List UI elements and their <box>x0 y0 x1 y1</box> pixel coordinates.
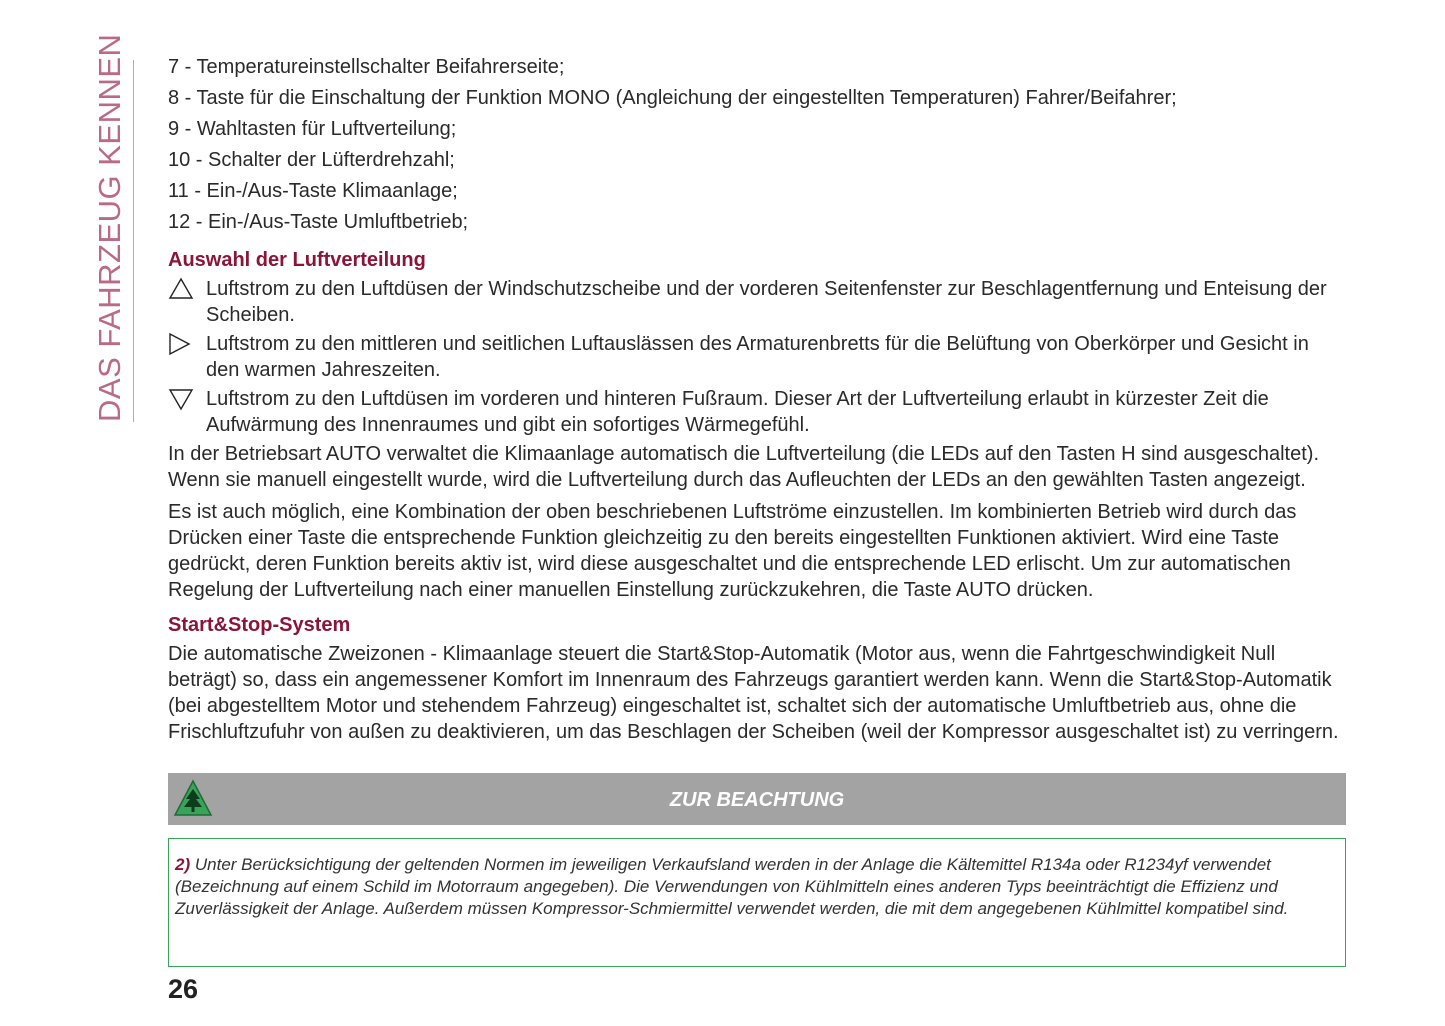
triangle-down-icon <box>168 386 194 412</box>
distribution-item-dashboard <box>168 331 1346 383</box>
side-tab-divider <box>133 60 134 422</box>
side-tab <box>90 33 130 422</box>
legend-item: 11 - Ein-/Aus-Taste Klimaanlage; <box>168 180 458 202</box>
start-stop-heading: Start&Stop-System <box>168 614 351 636</box>
legend-item: 8 - Taste für die Einschaltung der Funktion MONO (Angleichung der eingestellten Temperaturen) Fahrer/Beifahrer; <box>168 87 1177 109</box>
legend-item: 12 - Ein-/Aus-Taste Umluftbetrieb; <box>168 211 469 233</box>
legend-list <box>168 52 1346 238</box>
distribution-item-text: Luftstrom zu den Luftdüsen der Windschutzscheibe und der vorderen Seitenfenster zur Beschlagentfernung und Enteisung der Scheiben. <box>206 278 1327 326</box>
notice-title: ZUR BEACHTUNG <box>669 789 845 811</box>
legend-item: 10 - Schalter der Lüfterdrehzahl; <box>168 149 455 171</box>
legend-item: 9 - Wahltasten für Luftverteilung; <box>168 118 457 140</box>
legend-item: 7 - Temperatureinstellschalter Beifahrerseite; <box>168 56 565 78</box>
distribution-item-text: Luftstrom zu den Luftdüsen im vorderen und hinteren Fußraum. Dieser Art der Luftverteilung erlaubt in kürzester Zeit die Aufwärmung des Innenraumes und gibt ein sofortiges Wärmegefühl. <box>206 388 1269 436</box>
notice-header <box>168 773 1346 825</box>
notice-box <box>168 838 1346 967</box>
side-tab-label: DAS FAHRZEUG KENNEN <box>92 33 127 422</box>
start-stop-paragraph: Die automatische Zweizonen - Klimaanlage steuert die Start&Stop-Automatik (Motor aus, wenn die Fahrtgeschwindigkeit Null beträgt) so, dass ein angemessener Komfort im Innenraum des Fahrzeugs garantiert werden kann. Wenn die Start&Stop-Automatik (bei abgestelltem Motor und stehendem Fahrzeug) eingeschaltet ist, schaltet sich der automatische Umluftbetrieb aus, ohne die Frischluftzufuhr von außen zu deaktivieren, um das Beschlagen der Scheiben (weil der Kompressor ausgeschaltet ist) zu verringern. <box>168 643 1339 743</box>
triangle-right-icon <box>168 331 194 357</box>
distribution-item-text: Luftstrom zu den mittleren und seitlichen Luftauslässen des Armaturenbretts für die Belüftung von Oberkörper und Gesicht in den warmen Jahreszeiten. <box>206 333 1309 381</box>
notice-number: 2) <box>175 855 191 874</box>
air-distribution-heading: Auswahl der Luftverteilung <box>168 249 426 271</box>
combination-paragraph: Es ist auch möglich, eine Kombination der oben beschriebenen Luftströme einzustellen. Im kombinierten Betrieb wird durch das Drücken einer Taste die entsprechende Funktion gleichzeitig zu den bereits eingestellten Funktionen aktiviert. Wird eine Taste gedrückt, deren Funktion bereits aktiv ist, wird diese ausgeschaltet und die entsprechende LED erlischt. Um zur automatischen Regelung der Luftverteilung nach einer manuellen Einstellung zurückzukehren, die Taste AUTO drücken. <box>168 501 1297 601</box>
distribution-item-footwell <box>168 386 1346 438</box>
auto-mode-paragraph: In der Betriebsart AUTO verwaltet die Klimaanlage automatisch die Luftverteilung (die LEDs auf den Tasten H sind ausgeschaltet). Wenn sie manuell eingestellt wurde, wird die Luftverteilung durch das Aufleuchten der LEDs an den gewählten Tasten angezeigt. <box>168 443 1319 491</box>
distribution-item-windshield <box>168 276 1346 328</box>
triangle-up-icon <box>168 276 194 302</box>
page-content <box>168 52 1346 751</box>
notice-text: Unter Berücksichtigung der geltenden Normen im jeweiligen Verkaufsland werden in der Anlage die Kältemittel R134a oder R1234yf verwendet (Bezeichnung auf einem Schild im Motorraum angegeben). Die Verwendungen von Kühlmitteln eines anderen Typs beeinträchtigt die Effizienz und Zuverlässigkeit der Anlage. Außerdem müssen Kompressor-Schmiermittel verwendet werden, die mit dem angegebenen Kühlmittel kompatibel sind. <box>175 855 1289 918</box>
page-number: 26 <box>168 974 199 1004</box>
